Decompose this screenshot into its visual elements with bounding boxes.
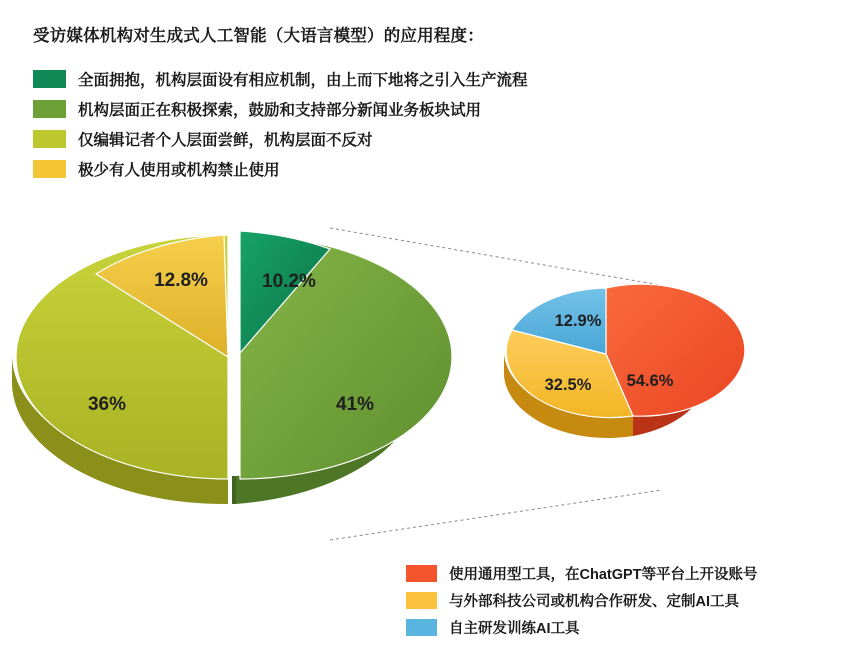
legend-item-label: 仅编辑记者个人层面尝鲜，机构层面不反对 xyxy=(78,132,373,149)
pie-value-label: 12.8% xyxy=(154,270,208,291)
pie-slice-depth xyxy=(232,476,236,504)
legend-item xyxy=(406,587,846,614)
legend-swatch-icon xyxy=(406,565,437,582)
legend-main xyxy=(33,64,733,184)
legend-item xyxy=(33,64,733,94)
legend-item xyxy=(406,560,846,587)
pie-value-label: 12.9% xyxy=(554,312,602,330)
pie-value-label: 36% xyxy=(87,394,127,415)
pie-value-label: 32.5% xyxy=(544,376,592,394)
legend-item-label: 与外部科技公司或机构合作研发、定制AI工具 xyxy=(449,594,739,610)
pie-slice-54-6[interactable] xyxy=(606,284,745,416)
main-pie-chart xyxy=(0,205,420,565)
legend-swatch-icon xyxy=(406,619,437,636)
legend-item-label: 自主研发训练AI工具 xyxy=(449,621,580,637)
legend-item-label: 极少有人使用或机构禁止使用 xyxy=(78,162,280,179)
legend-swatch-icon xyxy=(33,130,66,148)
legend-item-label: 机构层面正在积极探索，鼓励和支持部分新闻业务板块试用 xyxy=(78,102,482,119)
legend-item xyxy=(33,94,733,124)
legend-item-label: 全面拥抱，机构层面设有相应机制，由上而下地将之引入生产流程 xyxy=(78,72,528,89)
legend-item xyxy=(33,154,733,184)
legend-swatch-icon xyxy=(33,160,66,178)
legend-item-label: 使用通用型工具，在ChatGPT等平台上开设账号 xyxy=(449,567,758,583)
legend-bottom xyxy=(406,560,846,641)
legend-swatch-icon xyxy=(33,70,66,88)
legend-swatch-icon xyxy=(406,592,437,609)
pie-value-label: 10.2% xyxy=(262,271,316,292)
legend-item xyxy=(33,124,733,154)
sub-pie-chart xyxy=(498,258,718,498)
legend-swatch-icon xyxy=(33,100,66,118)
pie-value-label: 41% xyxy=(335,394,375,415)
page-title: 受访媒体机构对生成式人工智能（大语言模型）的应用程度： xyxy=(33,27,484,45)
pie-value-label: 54.6% xyxy=(626,372,674,390)
legend-item xyxy=(406,614,846,641)
